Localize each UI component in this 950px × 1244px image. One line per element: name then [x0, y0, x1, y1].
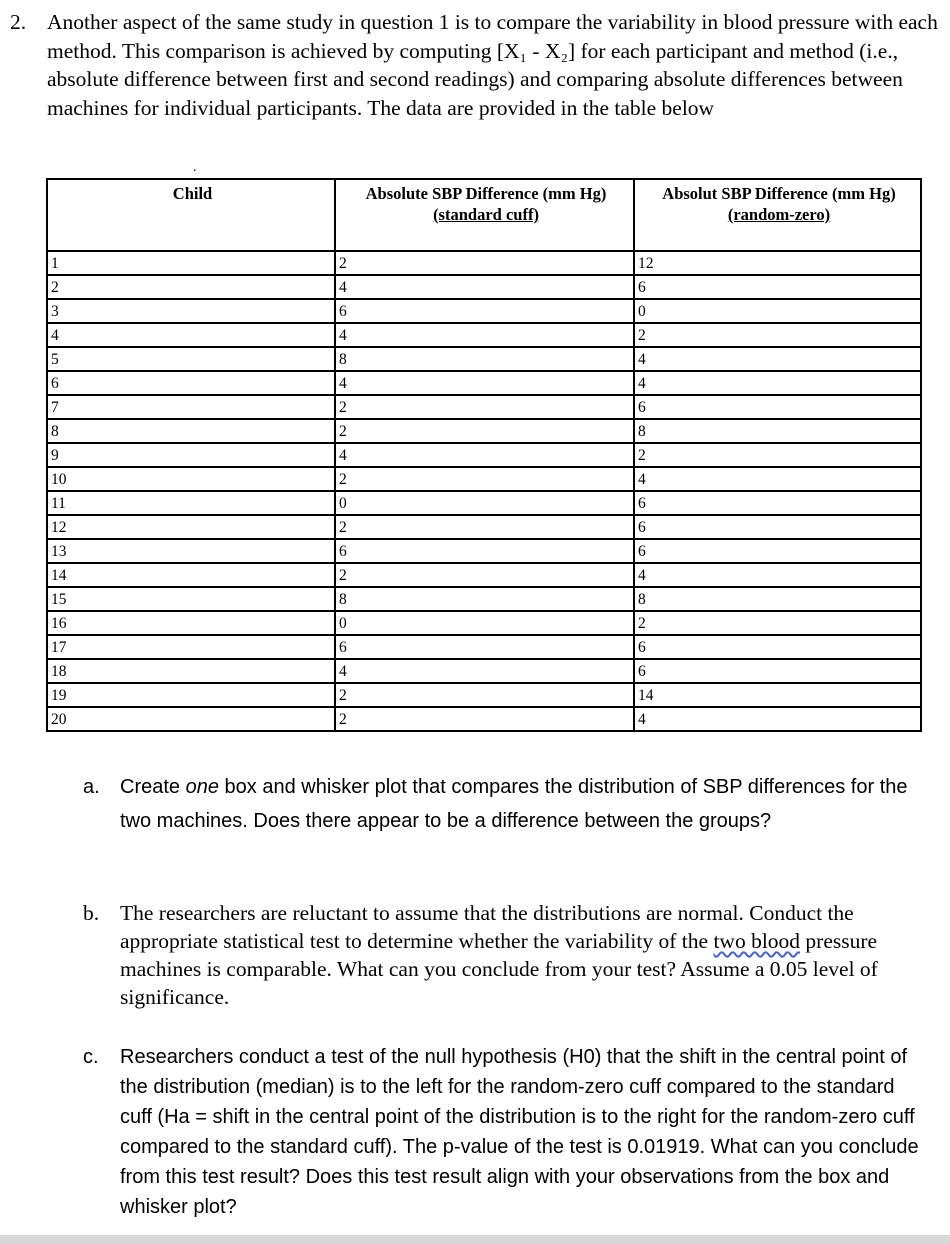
table-row: [47, 491, 921, 515]
cell-standard-diff: 2: [335, 515, 634, 539]
question-2: [10, 8, 940, 122]
part-b-text: [120, 899, 928, 1011]
table-row: [47, 611, 921, 635]
part-c: [83, 1042, 928, 1222]
part-b-text-1: The researchers are reluctant to assume that the distributions are normal. Conduct the appropriate statistical test to determine whether the variability of the: [120, 901, 854, 953]
cell-child: 8: [47, 419, 335, 443]
cell-child: 10: [47, 467, 335, 491]
cell-random-diff: 14: [634, 683, 921, 707]
cell-standard-diff: 0: [335, 491, 634, 515]
cell-random-diff: 6: [634, 395, 921, 419]
table-row: [47, 323, 921, 347]
cell-child: 11: [47, 491, 335, 515]
header-random-zero: [634, 179, 921, 251]
cell-random-diff: 2: [634, 443, 921, 467]
part-c-label: c.: [83, 1046, 99, 1068]
table-row: [47, 563, 921, 587]
cell-random-diff: 2: [634, 611, 921, 635]
table-header-row: [47, 179, 921, 251]
cell-standard-diff: 8: [335, 347, 634, 371]
bottom-scroll-bar: [0, 1235, 950, 1244]
table-row: [47, 371, 921, 395]
cell-standard-diff: 6: [335, 299, 634, 323]
cell-child: 3: [47, 299, 335, 323]
question-text: Another aspect of the same study in question 1 is to compare the variability in blood pressure with each method. This comparison is achieved by computing [X₁ - X₂] for each participant and method (i.e., absolute difference between first and second readings) and comparing absolute differences between machines for individual participants. The data are provided in the table below: [47, 10, 938, 120]
part-a-emphasis: one: [185, 776, 219, 798]
cell-standard-diff: 2: [335, 683, 634, 707]
part-b: [83, 899, 928, 1011]
cell-random-diff: 8: [634, 587, 921, 611]
cell-standard-diff: 2: [335, 419, 634, 443]
cell-random-diff: 6: [634, 659, 921, 683]
table-row: [47, 347, 921, 371]
cell-child: 19: [47, 683, 335, 707]
cell-child: 17: [47, 635, 335, 659]
cell-random-diff: 0: [634, 299, 921, 323]
cell-standard-diff: 0: [335, 611, 634, 635]
part-a-label: a.: [83, 776, 100, 798]
table-row: [47, 251, 921, 275]
cell-random-diff: 6: [634, 491, 921, 515]
cell-child: 2: [47, 275, 335, 299]
cell-standard-diff: 4: [335, 659, 634, 683]
table-row: [47, 395, 921, 419]
cell-random-diff: 4: [634, 563, 921, 587]
cell-child: 18: [47, 659, 335, 683]
table-row: [47, 683, 921, 707]
table-row: [47, 443, 921, 467]
cell-child: 9: [47, 443, 335, 467]
stray-mark: .: [193, 160, 197, 175]
part-a: [83, 770, 928, 838]
header-child: [47, 179, 335, 251]
cell-standard-diff: 2: [335, 395, 634, 419]
cell-random-diff: 6: [634, 275, 921, 299]
table-row: [47, 539, 921, 563]
table-row: [47, 419, 921, 443]
cell-child: 1: [47, 251, 335, 275]
cell-standard-diff: 4: [335, 371, 634, 395]
table-row: [47, 515, 921, 539]
question-number: 2.: [10, 10, 27, 34]
cell-random-diff: 6: [634, 515, 921, 539]
table-row: [47, 659, 921, 683]
header-random-subtitle: (random-zero): [727, 205, 831, 224]
cell-child: 6: [47, 371, 335, 395]
cell-random-diff: 4: [634, 467, 921, 491]
cell-standard-diff: 4: [335, 275, 634, 299]
cell-child: 4: [47, 323, 335, 347]
cell-random-diff: 8: [634, 419, 921, 443]
cell-standard-diff: 4: [335, 323, 634, 347]
table-row: [47, 707, 921, 731]
table-row: [47, 299, 921, 323]
cell-standard-diff: 2: [335, 251, 634, 275]
header-child-label: Child: [172, 184, 213, 203]
table-row: [47, 467, 921, 491]
cell-random-diff: 4: [634, 707, 921, 731]
part-a-text: [120, 770, 928, 838]
cell-standard-diff: 2: [335, 563, 634, 587]
part-a-text-1: Create: [120, 776, 186, 798]
part-b-spellcheck-mark: two blood: [713, 929, 801, 953]
cell-random-diff: 12: [634, 251, 921, 275]
header-standard-title: Absolute SBP Difference (mm Hg): [365, 184, 607, 203]
part-b-text-2: pressure machines is comparable. What can you conclude from your test? Assume a 0.05 level of significance.: [120, 929, 878, 1009]
cell-child: 5: [47, 347, 335, 371]
cell-standard-diff: 2: [335, 467, 634, 491]
cell-child: 12: [47, 515, 335, 539]
part-c-text: Researchers conduct a test of the null hypothesis (H0) that the shift in the central point of the distribution (median) is to the left for the random-zero cuff compared to the standard cuff (Ha = shift in the central point of the distribution is to the right for the random-zero cuff compared to the standard cuff). The p-value of the test is 0.01919. What can you conclude from this test result? Does this test result align with your observations from the box and whisker plot?: [120, 1046, 919, 1218]
cell-child: 20: [47, 707, 335, 731]
data-table: [46, 178, 922, 732]
cell-random-diff: 2: [634, 323, 921, 347]
cell-child: 14: [47, 563, 335, 587]
cell-standard-diff: 2: [335, 707, 634, 731]
table-row: [47, 275, 921, 299]
header-standard-subtitle: (standard cuff): [433, 205, 539, 224]
cell-standard-diff: 6: [335, 539, 634, 563]
cell-child: 7: [47, 395, 335, 419]
cell-random-diff: 4: [634, 371, 921, 395]
header-standard-cuff: [335, 179, 634, 251]
cell-random-diff: 4: [634, 347, 921, 371]
table-row: [47, 635, 921, 659]
cell-standard-diff: 8: [335, 587, 634, 611]
cell-random-diff: 6: [634, 539, 921, 563]
cell-child: 16: [47, 611, 335, 635]
table-body: [47, 251, 921, 731]
cell-standard-diff: 4: [335, 443, 634, 467]
part-a-text-2: box and whisker plot that compares the distribution of SBP differences for the two machines. Does there appear to be a difference between the groups?: [120, 776, 908, 832]
cell-child: 15: [47, 587, 335, 611]
cell-child: 13: [47, 539, 335, 563]
cell-random-diff: 6: [634, 635, 921, 659]
part-b-label: b.: [83, 901, 100, 925]
table-row: [47, 587, 921, 611]
cell-standard-diff: 6: [335, 635, 634, 659]
header-random-title: Absolut SBP Difference (mm Hg): [662, 184, 896, 203]
